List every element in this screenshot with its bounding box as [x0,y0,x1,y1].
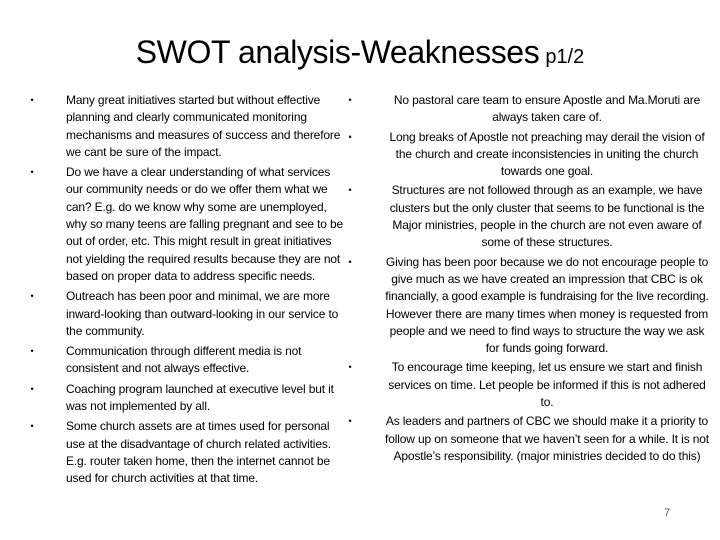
slide-title [0,34,720,71]
list-item [344,359,710,411]
list-item-text: Structures are not followed through as an example, we have clusters but the only cluster that seems to be functional is the Major ministries, people in the church are not even aware of some of these structures. [389,183,705,250]
list-item-text: Do we have a clear understanding of what services our community needs or do we offer them what we can? E.g. do we know why some are unemployed, why so many teens are falling pregnant and see to be out of order, etc. This might result in great initiatives not yielding the required results because they are not based on proper data to address specific needs. [66,165,344,283]
slide-title-part-label: p1/2 [545,46,585,68]
list-item-text: Some church assets are at times used for personal use at the disadvantage of church related activities. E.g. router taken home, then the internet cannot be used for church activities at that time. [66,419,331,486]
list-item [26,381,344,416]
right-bullet-list [344,92,710,467]
list-item [26,92,344,161]
bullet-icon: • [30,421,34,432]
bullet-icon: • [348,95,352,105]
list-item-text: No pastoral care team to ensure Apostle and Ma.Moruti are always taken care of. [393,93,701,125]
list-item-text: Coaching program launched at executive level but it was not implemented by all. [66,381,334,414]
bullet-icon: • [30,346,34,357]
list-item [26,288,344,340]
list-item-text: As leaders and partners of CBC we should make it a priority to follow up on someone that we haven’t seen for a while. It is not Apostle’s responsibility. (major ministries decided to do this) [385,414,709,463]
bullet-icon: • [348,416,352,427]
list-item-text: To encourage time keeping, let us ensure we start and finish services on time. Let people be informed if this is not adhered to. [388,360,706,410]
bullet-icon: • [30,95,34,105]
list-item [344,413,710,465]
list-item-text: Long breaks of Apostle not preaching may derail the vision of the church and create inconsistencies in uniting the church towards one goal. [389,129,705,179]
bullet-icon: • [348,185,352,196]
list-item [26,164,344,285]
slide-title-text: SWOT analysis-Weaknesses [135,34,540,70]
bullet-icon: • [348,131,352,142]
list-item [344,254,710,358]
bullet-icon: • [30,167,34,178]
bullet-icon: • [30,383,34,394]
list-item-text: Giving has been poor because we do not encourage people to give much as we have created an impression that CBC is ok financially, a good example is fundraising for the live recording. However there are many times when money is requested from people and we need to find ways to structure the way we ask for funds going forward. [385,254,709,356]
page-number: 7 [664,507,671,519]
left-bullet-list [26,92,344,488]
bullet-icon: • [348,256,352,267]
list-item-text: Communication through different media is not consistent and not always effective. [66,344,302,376]
bullet-icon: • [348,362,352,373]
list-item [344,92,710,127]
list-item [344,129,710,181]
list-item [344,182,710,251]
list-item-text: Many great initiatives started but without effective planning and clearly communicated monitoring mechanisms and measures of success and therefore we cant be sure of the impact. [66,93,341,159]
list-item-text: Outreach has been poor and minimal, we are more inward-looking than outward-looking in our service to the community. [66,289,339,338]
list-item [26,418,344,487]
list-item [26,343,344,378]
bullet-icon: • [30,291,34,302]
